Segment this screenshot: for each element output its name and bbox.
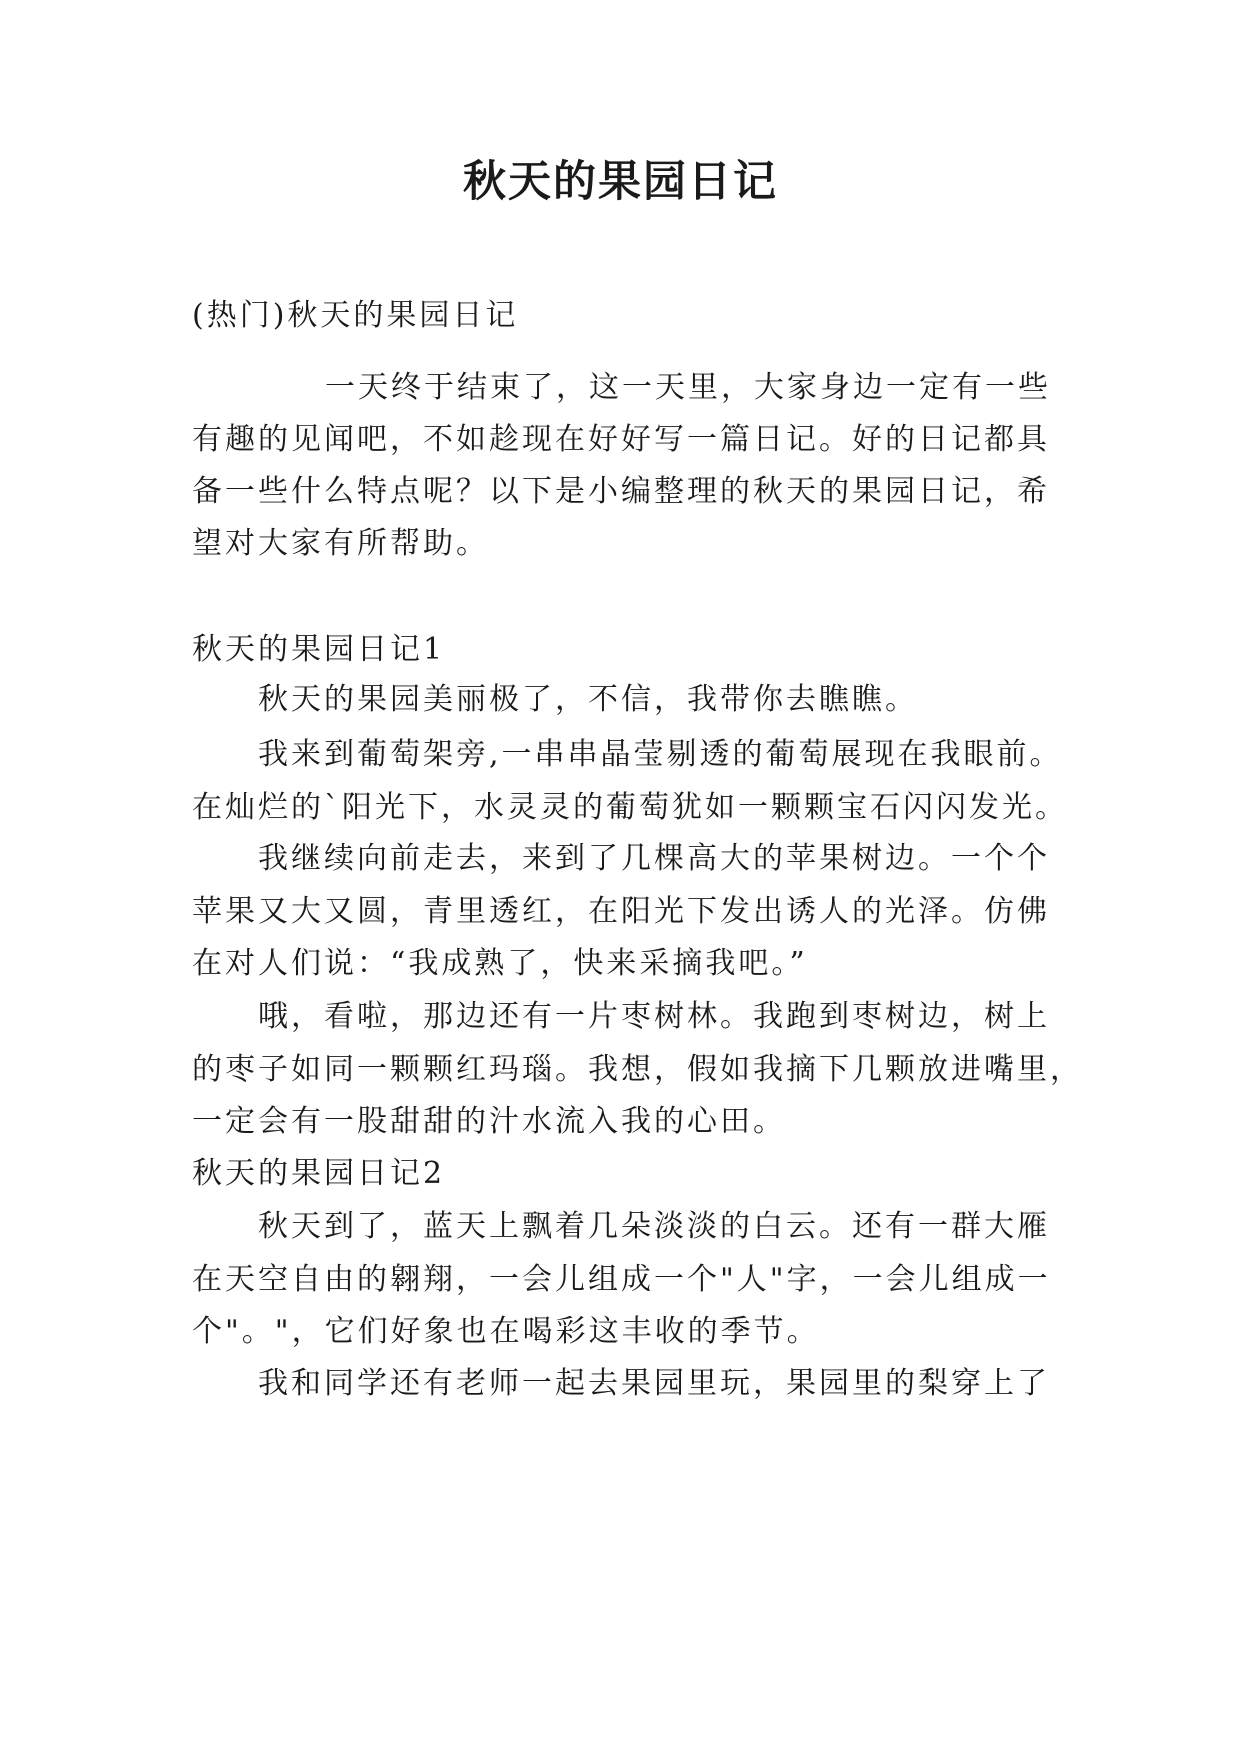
paragraph-line: 一定会有一股甜甜的汁水流入我的心田。 <box>192 1104 786 1139</box>
paragraph-line: 我和同学还有老师一起去果园里玩，果园里的梨穿上了 <box>258 1366 1050 1401</box>
paragraph-line: 我继续向前走去，来到了几棵高大的苹果树边。一个个 <box>258 841 1050 876</box>
paragraph-line: 秋天到了，蓝天上飘着几朵淡淡的白云。还有一群大雁 <box>258 1209 1050 1244</box>
paragraph-line: 个"。"，它们好象也在喝彩这丰收的季节。 <box>192 1314 820 1349</box>
intro-line: 有趣的见闻吧，不如趁现在好好写一篇日记。好的日记都具 <box>192 422 1050 457</box>
section-heading: 秋天的果园日记2 <box>192 1156 446 1191</box>
intro-line: 一天终于结束了，这一天里，大家身边一定有一些 <box>325 370 1051 405</box>
paragraph-line: 我来到葡萄架旁,一串串晶莹剔透的葡萄展现在我眼前。 <box>258 737 1063 772</box>
paragraph-line: 在对人们说：“我成熟了，快来采摘我吧。” <box>192 946 808 981</box>
paragraph-line: 秋天的果园美丽极了，不信，我带你去瞧瞧。 <box>258 682 918 717</box>
intro-line: 望对大家有所帮助。 <box>192 526 489 561</box>
paragraph-line: 在灿烂的`阳光下，水灵灵的葡萄犹如一颗颗宝石闪闪发光。 <box>192 790 1068 825</box>
document-title: 秋天的果园日记 <box>463 157 778 207</box>
paragraph-line: 的枣子如同一颗颗红玛瑙。我想，假如我摘下几颗放进嘴里， <box>192 1052 1083 1087</box>
paragraph-line: 哦，看啦，那边还有一片枣树林。我跑到枣树边，树上 <box>258 999 1050 1034</box>
paragraph-line: 苹果又大又圆，青里透红，在阳光下发出诱人的光泽。仿佛 <box>192 894 1050 929</box>
intro-line: 备一些什么特点呢？以下是小编整理的秋天的果园日记，希 <box>192 474 1050 509</box>
paragraph-line: 在天空自由的翱翔，一会儿组成一个"人"字，一会儿组成一 <box>192 1262 1051 1297</box>
section-heading: 秋天的果园日记1 <box>192 632 446 667</box>
document-subtitle: (热门)秋天的果园日记 <box>192 298 519 333</box>
